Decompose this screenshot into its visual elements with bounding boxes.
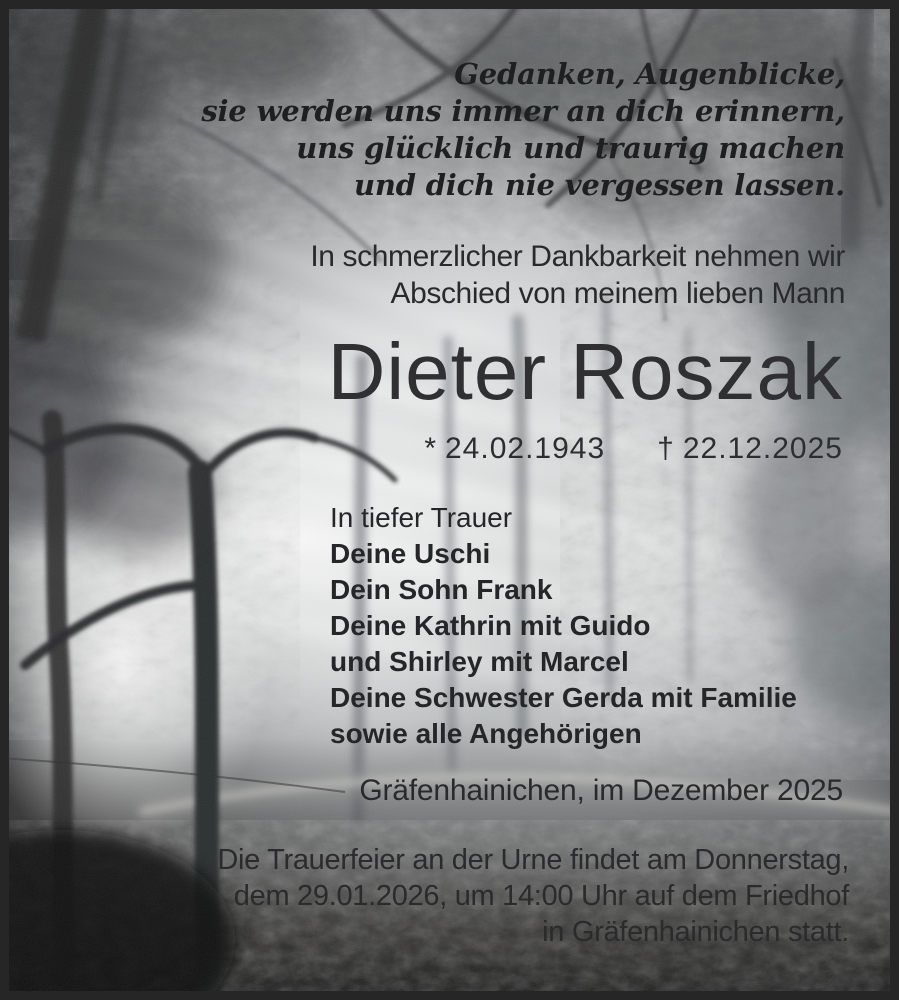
death-cross-icon: † <box>657 432 675 465</box>
mourner-name: und Shirley mit Marcel <box>330 646 629 677</box>
birth-date <box>424 432 605 466</box>
place-date-line: Gräfenhainichen, im Dezember 2025 <box>359 774 843 807</box>
mourner-name: sowie alle Angehörigen <box>330 718 642 749</box>
intro-line: Abschied von meinem lieben Mann <box>390 277 845 310</box>
death-date <box>657 432 843 466</box>
intro-text <box>310 238 845 312</box>
funeral-line: dem 29.01.2026, um 14:00 Uhr auf dem Friedhof <box>233 880 849 912</box>
mourners-heading: In tiefer Trauer <box>330 502 513 533</box>
death-date-value: 22.12.2025 <box>682 432 843 465</box>
poem-line: sie werden uns immer an dich erinnern, <box>201 94 845 128</box>
poem-line: Gedanken, Augenblicke, <box>454 57 845 91</box>
birth-date-value: 24.02.1943 <box>445 432 606 465</box>
mourner-name: Dein Sohn Frank <box>330 574 553 605</box>
mourner-name: Deine Kathrin mit Guido <box>330 610 651 641</box>
poem-line: und dich nie vergessen lassen. <box>353 168 845 202</box>
birth-star-icon: * <box>424 432 437 465</box>
poem-line: uns glücklich und traurig machen <box>296 131 845 165</box>
funeral-info <box>217 842 849 950</box>
mourner-name: Deine Schwester Gerda mit Familie <box>330 682 797 713</box>
intro-line: In schmerzlicher Dankbarkeit nehmen wir <box>310 240 845 273</box>
life-dates <box>424 432 843 466</box>
mourner-name: Deine Uschi <box>330 538 491 569</box>
deceased-name: Dieter Roszak <box>327 327 843 416</box>
memorial-poem <box>201 56 845 204</box>
mourners-block <box>330 500 797 752</box>
funeral-line: Die Trauerfeier an der Urne findet am Donnerstag, <box>217 844 849 876</box>
funeral-line: in Gräfenhainichen statt. <box>542 916 849 948</box>
